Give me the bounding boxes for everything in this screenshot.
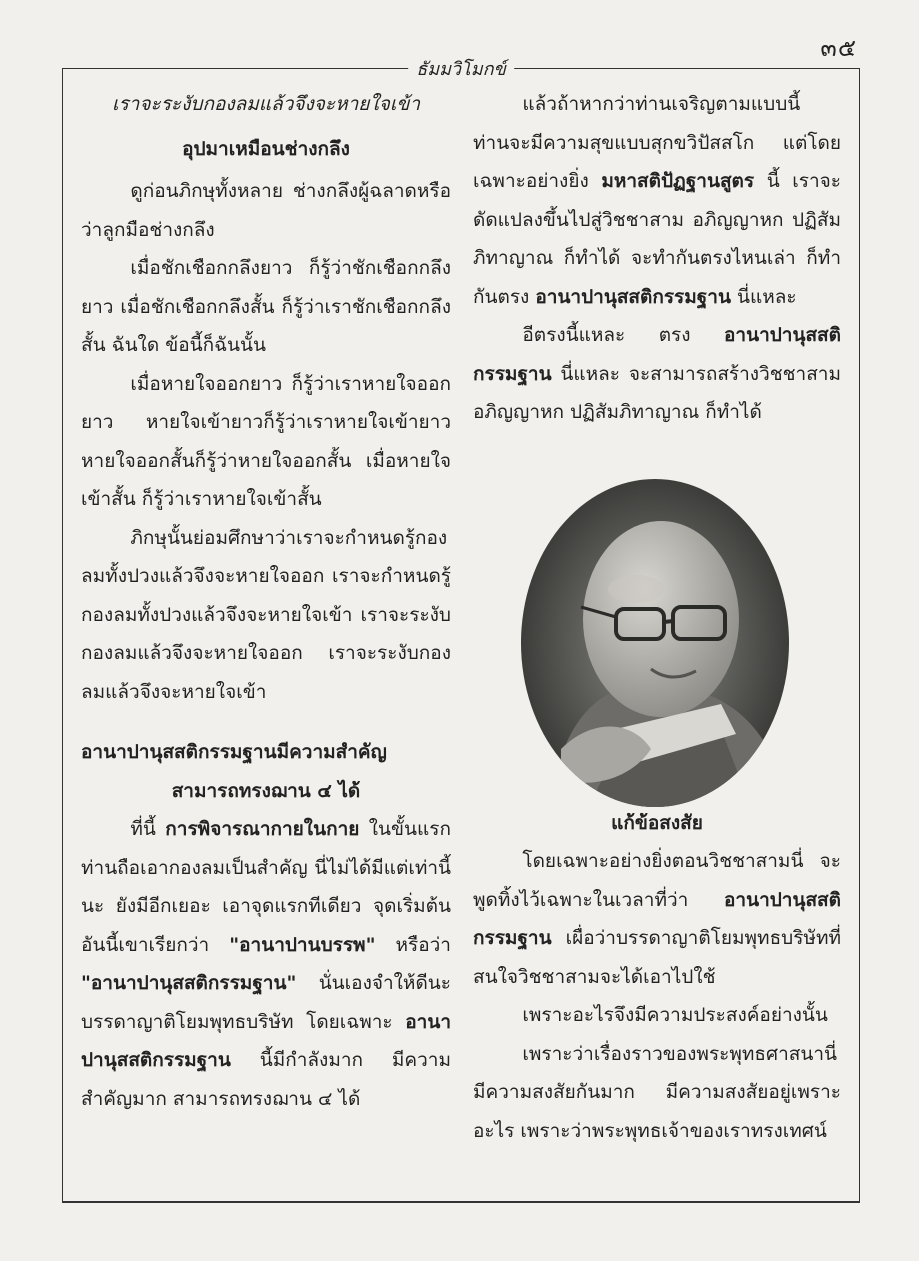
paragraph: เมื่อหายใจออกยาว ก็รู้ว่าเราหายใจออกยาว หายใจเข้ายาวก็รู้ว่าเราหายใจเข้ายาว หายใจออกสั้นก็รู้ว่าหายใจออกสั้น เมื่อหายใจเข้าสั้น ก็รู้ว่าเราหายใจเข้าสั้น [81,372,451,510]
left-column [81,85,451,1118]
paragraph: ที่นี้ การพิจารณากายในกาย ในขั้นแรกท่านถือเอากองลมเป็นสำคัญ นี่ไม่ได้มีแต่เท่านี้นะ ยังมีอีกเยอะ เอาจุดแรกทีเดียว จุดเริ่มต้น อันนี้เขาเรียกว่า "อานาปานบรรพ" หรือว่า "อานาปานุสสติกรรมฐาน" นั่นเองจำให้ดีนะ บรรดาญาติโยมพุทธบริษัท โดยเฉพาะ อานาปานุสสติกรรมฐาน นี้มีกำลังมาก มีความสำคัญมาก สามารถทรงฌาน ๔ ได้ [81,818,451,1110]
paragraph: แล้วถ้าหากว่าท่านเจริญตามแบบนี้ ท่านจะมีความสุขแบบสุกขวิปัสสโก แต่โดยเฉพาะอย่างยิ่ง มหาสติปัฏฐานสูตร นี้ เราจะดัดแปลงขึ้นไปสู่วิชชาสาม อภิญญาหก ปฏิสัมภิทาญาณ ก็ทำได้ จะทำกันตรงไหนเล่า ก็ทำกันตรง อานาปานุสสติกรรมฐาน นี่แหละ [473,93,841,308]
continued-line: เราจะระงับกองลมแล้วจึงจะหายใจเข้า [111,93,420,115]
page-number: ๓๕ [820,34,857,62]
paragraph: เมื่อชักเชือกกลึงยาว ก็รู้ว่าชักเชือกกลึงยาว เมื่อชักเชือกกลึงสั้น ก็รู้ว่าเราชักเชือกกลึงสั้น ฉันใด ข้อนี้ก็ฉันนั้น [81,257,451,356]
heading-line: อานาปานุสสติกรรมฐานมีความสำคัญ [81,741,387,763]
section-heading-lathe: อุปมาเหมือนช่างกลึง [182,137,350,160]
paragraph: เพราะว่าเรื่องราวของพระพุทธศาสนานี่มีความสงสัยกันมาก มีความสงสัยอยู่เพราะอะไร เพราะว่าพระพุทธเจ้าของเราทรงเทศน์ [473,1042,841,1142]
monk-portrait-image [521,479,789,807]
section-heading-doubts: แก้ข้อสงสัย [611,811,703,834]
paragraph: เพราะอะไรจึงมีความประสงค์อย่างนั้น [522,1004,828,1026]
portrait-illustration [521,479,789,807]
section-heading-anapanasati [81,733,451,810]
paragraph: โดยเฉพาะอย่างยิ่งตอนวิชชาสามนี่ จะพูดทิ้งไว้เฉพาะในเวลาที่ว่า อานาปานุสสติกรรมฐาน เผื่อว่าบรรดาญาติโยมพุทธบริษัทที่สนใจวิชชาสามจะได้เอาไปใช้ [473,850,841,988]
paragraph: อีตรงนี้แหละ ตรง อานาปานุสสติกรรมฐาน นี่แหละ จะสามารถสร้างวิชชาสาม อภิญญาหก ปฏิสัมภิทาญาณ ก็ทำได้ [473,324,841,423]
paragraph: ภิกษุนั้นย่อมศึกษาว่าเราจะกำหนดรู้กองลมทั้งปวงแล้วจึงจะหายใจออก เราจะกำหนดรู้กองลมทั้งปวงแล้วจึงจะหายใจเข้า เราจะระงับกองลมแล้วจึงจะหายใจออก เราจะระงับกองลมแล้วจึงจะหายใจเข้า [81,526,451,703]
paragraph: ดูก่อนภิกษุทั้งหลาย ช่างกลึงผู้ฉลาดหรือว่าลูกมือช่างกลึง [81,180,451,241]
heading-line: สามารถทรงฌาน ๔ ได้ [171,779,361,802]
page-frame [62,59,860,1203]
running-header: ธัมมวิโมกข์ [408,54,514,83]
